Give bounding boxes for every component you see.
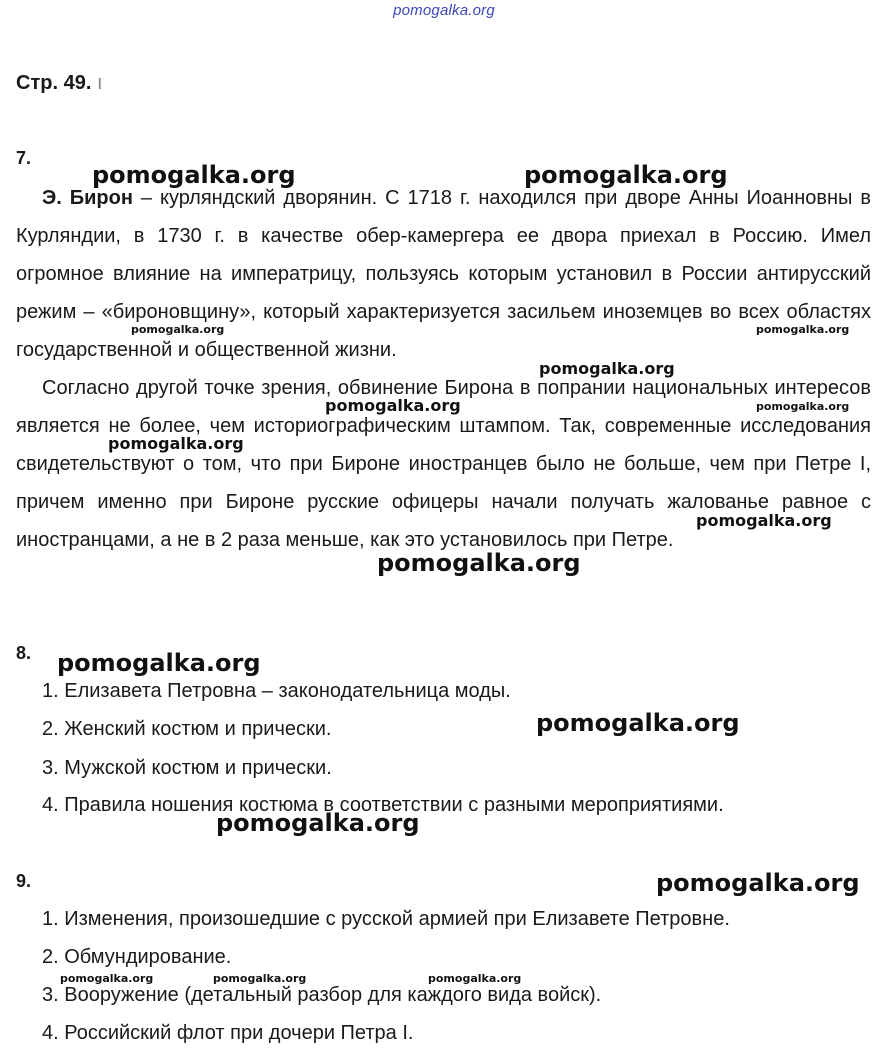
- task-8-number: 8.: [16, 643, 32, 663]
- page-header-text: Стр. 49.: [16, 72, 92, 94]
- task-9-item-3: 3. Вооружение (детальный разбор для каждого вида войск).: [42, 984, 602, 1006]
- task-9-item-2: 2. Обмундирование.: [42, 946, 232, 968]
- watermark: pomogalka.org: [216, 809, 420, 837]
- watermark: pomogalka.org: [92, 161, 296, 189]
- task-7-number: 7.: [16, 148, 32, 168]
- task-7-paragraph-1: [16, 179, 871, 369]
- task-7-paragraph-1-text: – курляндский дворянин. С 1718 г. находился при дворе Анны Иоанновны в Курляндии, в 1730 г. в качестве обер-камергера ее двора приехал в Россию. Имел огромное влияние на императрицу, пользуясь которым установил в России антирусский режим – «бироновщину», который характеризуется засильем иноземцев во всех областях государственной и общественной жизни.: [16, 187, 871, 361]
- task-8-item-3: 3. Мужской костюм и прически.: [42, 757, 332, 779]
- task-8-item-2: 2. Женский костюм и прически.: [42, 718, 332, 740]
- watermark: pomogalka.org: [656, 869, 860, 897]
- watermark: pomogalka.org: [60, 972, 154, 985]
- watermark: pomogalka.org: [108, 434, 244, 453]
- watermark: pomogalka.org: [213, 972, 307, 985]
- task-9-item-1: 1. Изменения, произошедшие с русской армией при Елизавете Петровне.: [42, 908, 730, 930]
- watermark: pomogalka.org: [325, 396, 461, 415]
- task-9-number: 9.: [16, 871, 32, 891]
- task-7-term: Э. Бирон: [42, 187, 133, 209]
- task-8-item-1: 1. Елизавета Петровна – законодательница моды.: [42, 680, 511, 702]
- watermark: pomogalka.org: [539, 359, 675, 378]
- watermark: pomogalka.org: [131, 323, 225, 336]
- page-header: [16, 72, 103, 95]
- watermark: pomogalka.org: [536, 709, 740, 737]
- site-watermark-top: pomogalka.org: [393, 2, 495, 19]
- watermark: pomogalka.org: [756, 400, 850, 413]
- watermark: pomogalka.org: [57, 649, 261, 677]
- watermark: pomogalka.org: [696, 511, 832, 530]
- page-header-tick: ı: [96, 72, 103, 94]
- task-9-item-4: 4. Российский флот при дочери Петра I.: [42, 1022, 414, 1044]
- watermark: pomogalka.org: [524, 161, 728, 189]
- watermark: pomogalka.org: [428, 972, 522, 985]
- task-7-paragraph-2: Согласно другой точке зрения, обвинение Бирона в попрании национальных интересов является не более, чем историографическим штампом. Так, современные исследования свидетельствуют о том, что при Бироне иностранцев было не больше, чем при Петре I, причем именно при Бироне русские офицеры начали получать жалованье равное с иностранцами, а не в 2 раза меньше, как это установилось при Петре.: [16, 377, 871, 551]
- watermark: pomogalka.org: [377, 549, 581, 577]
- watermark: pomogalka.org: [756, 323, 850, 336]
- task-8-item-4: 4. Правила ношения костюма в соответствии с разными мероприятиями.: [42, 794, 724, 816]
